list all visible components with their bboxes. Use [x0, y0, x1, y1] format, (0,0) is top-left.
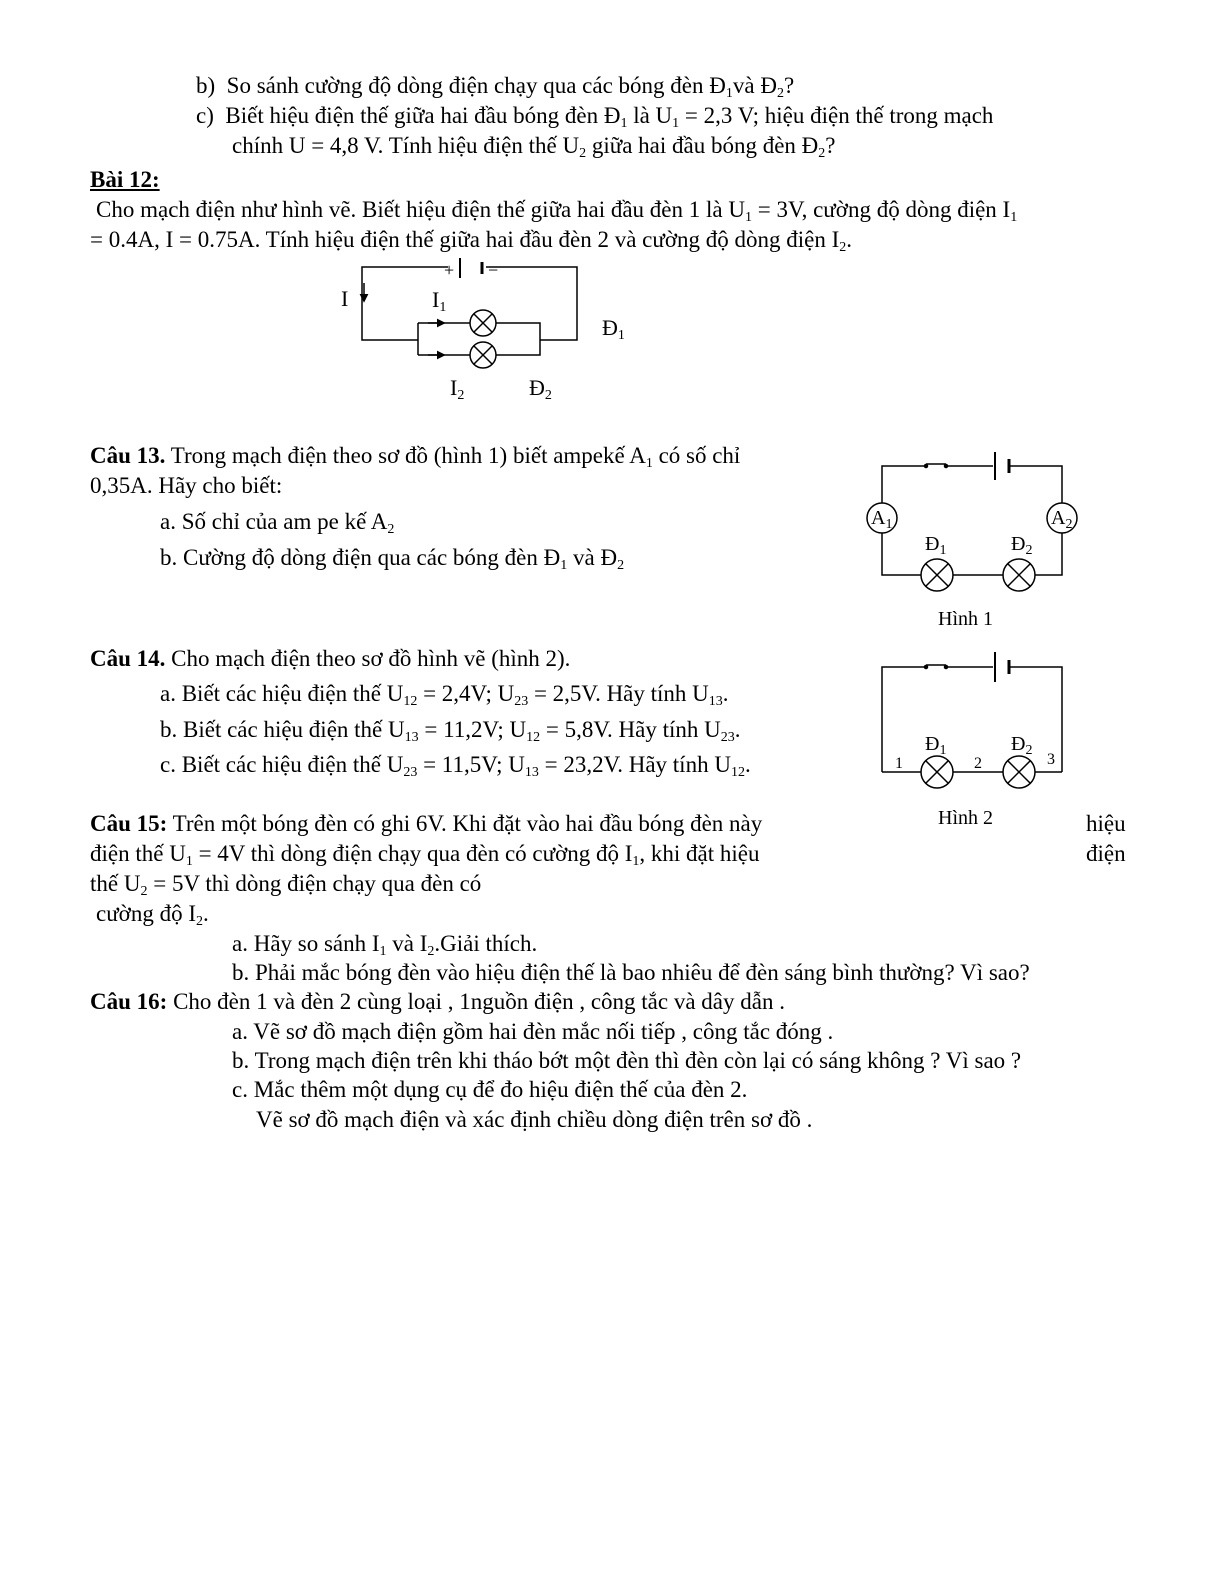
hinh1-d1-label: $Đ_1$ [925, 533, 947, 558]
bai12-lamp-d1 [460, 310, 518, 336]
cau13-line2: 0,35A. Hãy cho biết: [90, 473, 283, 498]
bai12-title: Bài 12: [90, 167, 160, 192]
cau13-a: a. Số chỉ của am pe kế $A_2$ [160, 509, 395, 537]
hinh2-caption: Hình 2 [938, 807, 993, 829]
hinh1-caption: Hình 1 [938, 608, 993, 630]
hinh2-d2-label: $Đ_2$ [1011, 733, 1033, 758]
bai12-line1: Cho mạch điện như hình vẽ. Biết hiệu điện thế giữa hai đầu đèn 1 là $U_1 = 3V$, cường độ dòng điện $I_1$ [96, 197, 1018, 225]
bai12-circuit [362, 258, 577, 355]
hinh1-circuit [882, 452, 1062, 575]
item-b: b) So sánh cường độ dòng điện chạy qua các bóng đèn $Đ_1và$ $Đ_2$? [196, 73, 795, 101]
cau16-line1: Câu 16: Cho đèn 1 và đèn 2 cùng loại , 1nguồn điện , công tắc và dây dẫn . [90, 989, 785, 1014]
bai12-lamp-d2 [460, 342, 518, 368]
cau14-c: c. Biết các hiệu điện thế $U_{23} = 11,5V$; $U_{13} = 23,2V$. Hãy tính $U_{12}$. [160, 752, 751, 780]
cau15-line2-right: điện [1086, 841, 1126, 866]
hinh2-lamp-d2 [1003, 756, 1035, 788]
cau14-b: b. Biết các hiệu điện thế $U_{13} = 11,2V$; $U_{12} = 5,8V$. Hãy tính $U_{23}$. [160, 717, 741, 745]
cau14-line1: Câu 14. Cho mạch điện theo sơ đồ hình vẽ (hình 2). [90, 646, 571, 671]
hinh2-node-3: 3 [1047, 751, 1055, 768]
bai12-i1-label: $I_1$ [432, 287, 447, 315]
cau15-line4: cường độ $I_2$. [96, 901, 209, 929]
cau13-line1: Câu 13. Trong mạch điện theo sơ đồ (hình 1) biết ampekế $A_1$ có số chỉ [90, 443, 741, 471]
cau16-d: Vẽ sơ đồ mạch điện và xác định chiều dòng điện trên sơ đồ . [256, 1107, 813, 1132]
cau13-b: b. Cường độ dòng điện qua các bóng đèn $Đ_1$ và $Đ_2$ [160, 545, 625, 573]
hinh2-circuit [882, 652, 1062, 772]
bai12-minus-label: − [488, 260, 499, 280]
cau15-line1: Câu 15: Trên một bóng đèn có ghi 6V. Khi đặt vào hai đầu bóng đèn này [90, 811, 763, 836]
hinh1-a1-label: $A_1$ [871, 507, 893, 532]
cau15-line3: thế $U_2 = 5V$ thì dòng điện chạy qua đèn có [90, 871, 482, 899]
hinh1-d2-label: $Đ_2$ [1011, 533, 1033, 558]
cau15-line2: điện thế $U_1 = 4V$ thì dòng điện chạy qua đèn có cường độ $I_1$, khi đặt hiệu [90, 841, 760, 869]
item-c: c) Biết hiệu điện thế giữa hai đầu bóng đèn $Đ_1$ là $U_1 = 2,3$ V; hiệu điện thế trong mạch [196, 103, 994, 131]
hinh2-d1-label: $Đ_1$ [925, 733, 947, 758]
hinh2-node-1: 1 [895, 755, 903, 772]
hinh1-lamp-d1 [921, 559, 953, 591]
hinh2-node-2: 2 [974, 755, 982, 772]
cau14-a: a. Biết các hiệu điện thế $U_{12} = 2,4V$; $U_{23} = 2,5V$. Hãy tính $U_{13}$. [160, 681, 729, 709]
bai12-plus-label: + [444, 260, 455, 280]
cau16-b: b. Trong mạch điện trên khi tháo bớt một đèn thì đèn còn lại có sáng không ? Vì sao ? [232, 1048, 1022, 1073]
hinh1-lamp-d2 [1003, 559, 1035, 591]
cau16-c: c. Mắc thêm một dụng cụ để đo hiệu điện thế của đèn 2. [232, 1077, 748, 1102]
hinh2-lamp-d1 [921, 756, 953, 788]
bai12-d2-label: $Đ_2$ [529, 375, 552, 403]
cau15-line1-right: hiệu [1086, 811, 1126, 836]
hinh1-a2-label: $A_2$ [1051, 507, 1073, 532]
bai12-i2-label: $I_2$ [450, 375, 465, 403]
bai12-line2: = 0.4A, I = 0.75A. Tính hiệu điện thế giữa hai đầu đèn 2 và cường độ dòng điện $I_2$. [90, 227, 853, 255]
bai12-i-label: I [341, 286, 349, 311]
cau15-b: b. Phải mắc bóng đèn vào hiệu điện thế là bao nhiêu để đèn sáng bình thường? Vì sao? [232, 960, 1030, 985]
cau15-a: a. Hãy so sánh $I_1$ và $I_2.Giải$ thích. [232, 931, 538, 959]
cau16-a: a. Vẽ sơ đồ mạch điện gồm hai đèn mắc nối tiếp , công tắc đóng . [232, 1019, 834, 1044]
bai12-d1-label: $Đ_1$ [602, 315, 625, 343]
item-c-line2: chính U = 4,8 V. Tính hiệu điện thế $U_2$ giữa hai đầu bóng đèn $Đ_2$? [232, 133, 836, 161]
